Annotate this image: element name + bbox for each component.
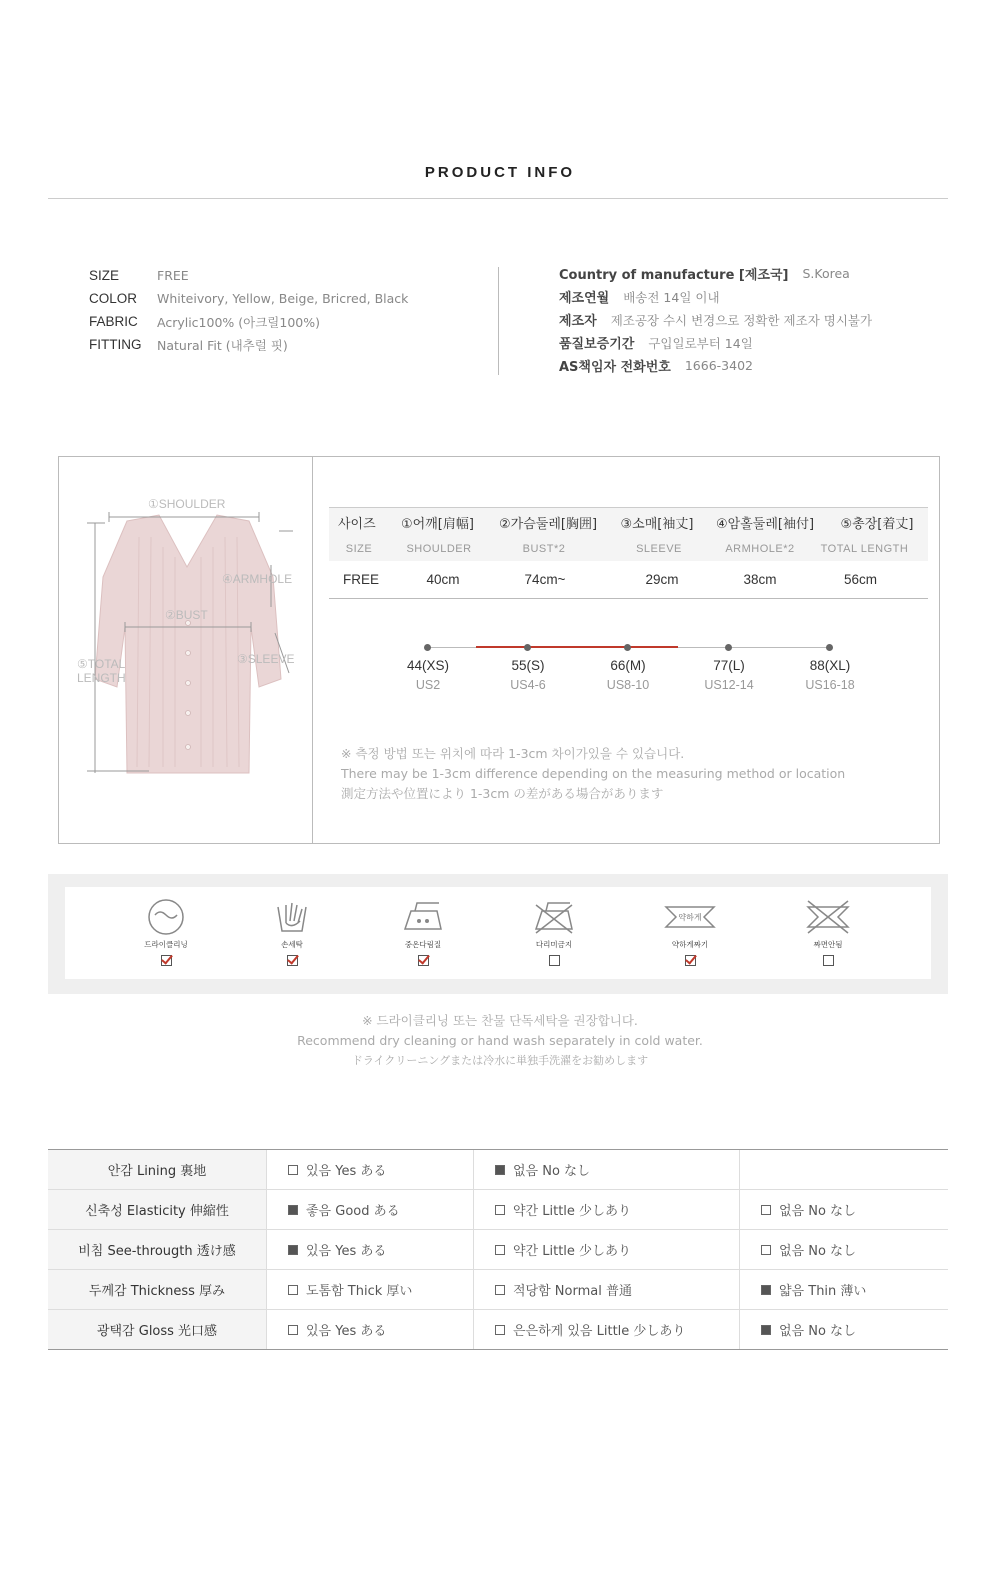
scale-highlight	[476, 646, 678, 648]
property-option	[739, 1270, 948, 1309]
property-row-gloss	[48, 1310, 948, 1350]
size-box-divider	[312, 457, 313, 843]
option-checkbox	[288, 1285, 298, 1295]
care-label: 손세탁	[281, 940, 303, 949]
care-label: 중온다림질	[404, 940, 442, 949]
property-label: 광택감 Gloss 光口感	[48, 1310, 266, 1349]
garment-diagram	[59, 457, 312, 843]
care-checkbox	[418, 955, 429, 966]
size-note-line: 測定方法や位置により 1-3cm の差がある場合があります	[341, 786, 664, 801]
care-checkbox	[287, 955, 298, 966]
header-cell: ⑤총장[着丈]	[840, 517, 914, 532]
size-note	[341, 744, 845, 804]
size-cell: 38cm	[743, 572, 777, 587]
care-note	[0, 1011, 1000, 1071]
care-label: 다리미금지	[535, 940, 573, 949]
size-note-line: There may be 1-3cm difference depending on the measuring method or location	[341, 766, 846, 781]
size-cell: 56cm	[843, 572, 877, 587]
product-specs	[89, 264, 408, 356]
size-scale	[399, 637, 859, 697]
subheader-cell: BUST*2	[522, 543, 566, 555]
property-option	[266, 1310, 473, 1349]
size-cell: FREE	[342, 572, 379, 587]
option-text: 없음 No なし	[513, 1164, 591, 1179]
subheader-cell: ARMHOLE*2	[725, 543, 795, 555]
spec-value: FREE	[157, 268, 189, 283]
size-table-row	[329, 561, 928, 599]
subheader-cell: TOTAL LENGTH	[820, 543, 909, 555]
property-option	[739, 1190, 948, 1229]
option-checkbox	[288, 1325, 298, 1335]
scale-us-label: US8-10	[606, 678, 650, 692]
shoulder-label: ①SHOULDER	[148, 497, 226, 511]
option-text: 있음 Yes ある	[306, 1164, 387, 1179]
property-option	[473, 1230, 739, 1269]
dry-clean-icon	[146, 897, 186, 937]
header-cell: ④암홀둘레[袖付]	[715, 517, 815, 532]
scale-us-label: US12-14	[704, 678, 754, 692]
spec-value: Whiteivory, Yellow, Beige, Bricred, Black	[157, 291, 409, 306]
property-option-empty	[739, 1150, 948, 1189]
scale-us-label: US16-18	[805, 678, 855, 692]
care-panel	[65, 887, 931, 979]
subheader-cell: SLEEVE	[636, 543, 682, 555]
scale-size-label: 88(XL)	[809, 658, 851, 673]
no-wring-icon	[804, 897, 852, 937]
manufacture-key: Country of manufacture [제조국]	[559, 268, 789, 283]
option-checkbox	[288, 1245, 298, 1255]
care-item-no-iron	[519, 897, 589, 966]
scale-us-label: US2	[415, 678, 441, 692]
spec-row-color	[89, 287, 408, 310]
scale-us-label: US4-6	[510, 678, 546, 692]
property-row-elasticity	[48, 1190, 948, 1230]
care-checkbox	[549, 955, 560, 966]
property-option	[473, 1270, 739, 1309]
bust-label: ②BUST	[165, 608, 208, 622]
option-text: 적당함 Normal 普通	[513, 1284, 632, 1299]
info-divider	[498, 267, 499, 375]
total-length-label: ⑤TOTAL	[77, 657, 126, 671]
scale-dot	[725, 644, 732, 651]
title-divider	[48, 198, 948, 199]
size-table	[329, 507, 928, 599]
size-table-subheader	[329, 537, 928, 561]
care-note-line: ※ 드라이클리닝 또는 찬물 단독세탁을 권장합니다.	[362, 1013, 638, 1028]
wring-gently-icon	[662, 897, 718, 937]
option-text: 약간 Little 少しあり	[513, 1244, 632, 1259]
manufacture-row	[559, 285, 872, 308]
scale-dot	[424, 644, 431, 651]
care-checkbox	[161, 955, 172, 966]
header-cell: 사이즈	[338, 517, 376, 532]
option-checkbox	[288, 1165, 298, 1175]
manufacture-row	[559, 262, 872, 285]
manufacture-key: 품질보증기간	[559, 337, 635, 352]
header-cell: ①어깨[肩幅]	[401, 517, 474, 532]
scale-dot	[524, 644, 531, 651]
option-checkbox	[495, 1205, 505, 1215]
option-checkbox	[495, 1165, 505, 1175]
manufacture-key: 제조연월	[559, 291, 610, 306]
manufacture-value: 구입일로부터 14일	[648, 335, 753, 351]
care-note-line: Recommend dry cleaning or hand wash separately in cold water.	[297, 1033, 703, 1048]
spec-row-fabric	[89, 310, 408, 333]
option-checkbox	[495, 1245, 505, 1255]
manufacture-value: 1666-3402	[684, 358, 753, 373]
property-label: 두께감 Thickness 厚み	[48, 1270, 266, 1309]
property-label: 안감 Lining 裏地	[48, 1150, 266, 1189]
iron-icon	[401, 897, 445, 937]
manufacture-row	[559, 354, 872, 377]
property-option	[739, 1230, 948, 1269]
option-text: 있음 Yes ある	[306, 1244, 387, 1259]
option-checkbox	[761, 1245, 771, 1255]
scale-size-label: 77(L)	[713, 658, 745, 673]
total-length-label: LENGTH	[77, 671, 126, 685]
care-item-dry-clean	[131, 897, 201, 966]
size-table-header	[329, 507, 928, 537]
sleeve-label: ③SLEEVE	[237, 652, 295, 666]
property-row-lining	[48, 1150, 948, 1190]
property-option	[266, 1270, 473, 1309]
scale-size-label: 44(XS)	[406, 658, 450, 673]
scale-dot	[826, 644, 833, 651]
care-item-wring-gently	[655, 897, 725, 966]
manufacture-key: AS책임자 전화번호	[559, 360, 671, 375]
property-option	[473, 1190, 739, 1229]
property-option	[739, 1310, 948, 1349]
wring-tag: 약하게	[678, 913, 702, 922]
property-option	[266, 1190, 473, 1229]
option-text: 얇음 Thin 薄い	[779, 1284, 867, 1299]
manufacture-row	[559, 331, 872, 354]
care-item-no-wring	[793, 897, 863, 966]
care-instructions	[48, 874, 948, 994]
scale-dot	[624, 644, 631, 651]
option-text: 없음 No なし	[779, 1244, 857, 1259]
option-checkbox	[761, 1205, 771, 1215]
care-checkbox	[685, 955, 696, 966]
size-cell: 74cm~	[524, 572, 566, 587]
option-checkbox	[761, 1325, 771, 1335]
option-text: 은은하게 있음 Little 少しあり	[513, 1324, 686, 1339]
option-checkbox	[761, 1285, 771, 1295]
fabric-properties-table	[48, 1149, 948, 1350]
care-label: 약하게짜기	[671, 940, 709, 949]
spec-value: Acrylic100% (아크릴100%)	[157, 314, 320, 330]
size-note-line: ※ 측정 방법 또는 위치에 따라 1-3cm 차이가있을 수 있습니다.	[341, 746, 685, 761]
option-text: 도톰함 Thick 厚い	[306, 1284, 413, 1299]
care-checkbox	[823, 955, 834, 966]
spec-row-fitting	[89, 333, 408, 356]
manufacture-key: 제조자	[559, 314, 597, 329]
property-label: 비침 See-througth 透け感	[48, 1230, 266, 1269]
option-text: 좋음 Good ある	[306, 1204, 400, 1219]
property-option	[266, 1230, 473, 1269]
spec-key: FABRIC	[89, 314, 138, 329]
option-checkbox	[495, 1325, 505, 1335]
manufacture-value: 제조공장 수시 변경으로 정확한 제조자 명시불가	[610, 312, 873, 328]
option-checkbox	[288, 1205, 298, 1215]
manufacture-value: S.Korea	[802, 266, 850, 281]
subheader-cell: SIZE	[345, 543, 373, 555]
care-label: 드라이클리닝	[144, 940, 188, 949]
spec-row-size	[89, 264, 408, 287]
spec-value: Natural Fit (내추럴 핏)	[157, 337, 288, 353]
care-note-line: ドライクリーニングまたは冷水に単独手洗濯をお勧めします	[351, 1054, 649, 1067]
property-option	[473, 1310, 739, 1349]
manufacture-value: 배송전 14일 이내	[623, 289, 720, 305]
subheader-cell: SHOULDER	[406, 543, 472, 555]
armhole-label: ④ARMHOLE	[222, 572, 293, 586]
property-row-thickness	[48, 1270, 948, 1310]
size-cell: 29cm	[645, 572, 679, 587]
header-cell: ③소매[袖丈]	[620, 517, 694, 532]
option-text: 없음 No なし	[779, 1324, 857, 1339]
garment-illustration	[59, 457, 312, 843]
option-text: 있음 Yes ある	[306, 1324, 387, 1339]
property-row-see-through	[48, 1230, 948, 1270]
manufacture-row	[559, 308, 872, 331]
care-item-iron	[388, 897, 458, 966]
hand-wash-icon	[272, 897, 312, 937]
property-label: 신축성 Elasticity 伸縮性	[48, 1190, 266, 1229]
care-item-hand-wash	[257, 897, 327, 966]
size-cell: 40cm	[426, 572, 460, 587]
page-title: PRODUCT INFO	[424, 164, 576, 181]
header-cell: ②가슴둘레[胸囲]	[498, 517, 598, 532]
size-guide	[58, 456, 940, 844]
property-option	[473, 1150, 739, 1189]
spec-key: FITTING	[89, 337, 142, 352]
spec-key: COLOR	[89, 291, 138, 306]
care-label: 짜면안됨	[813, 940, 843, 949]
spec-key: SIZE	[89, 268, 120, 283]
option-checkbox	[495, 1285, 505, 1295]
scale-size-label: 66(M)	[610, 658, 646, 673]
no-iron-icon	[532, 897, 576, 937]
property-option	[266, 1150, 473, 1189]
manufacture-info	[559, 262, 872, 377]
scale-size-label: 55(S)	[511, 658, 545, 673]
option-text: 약간 Little 少しあり	[513, 1204, 632, 1219]
option-text: 없음 No なし	[779, 1204, 857, 1219]
